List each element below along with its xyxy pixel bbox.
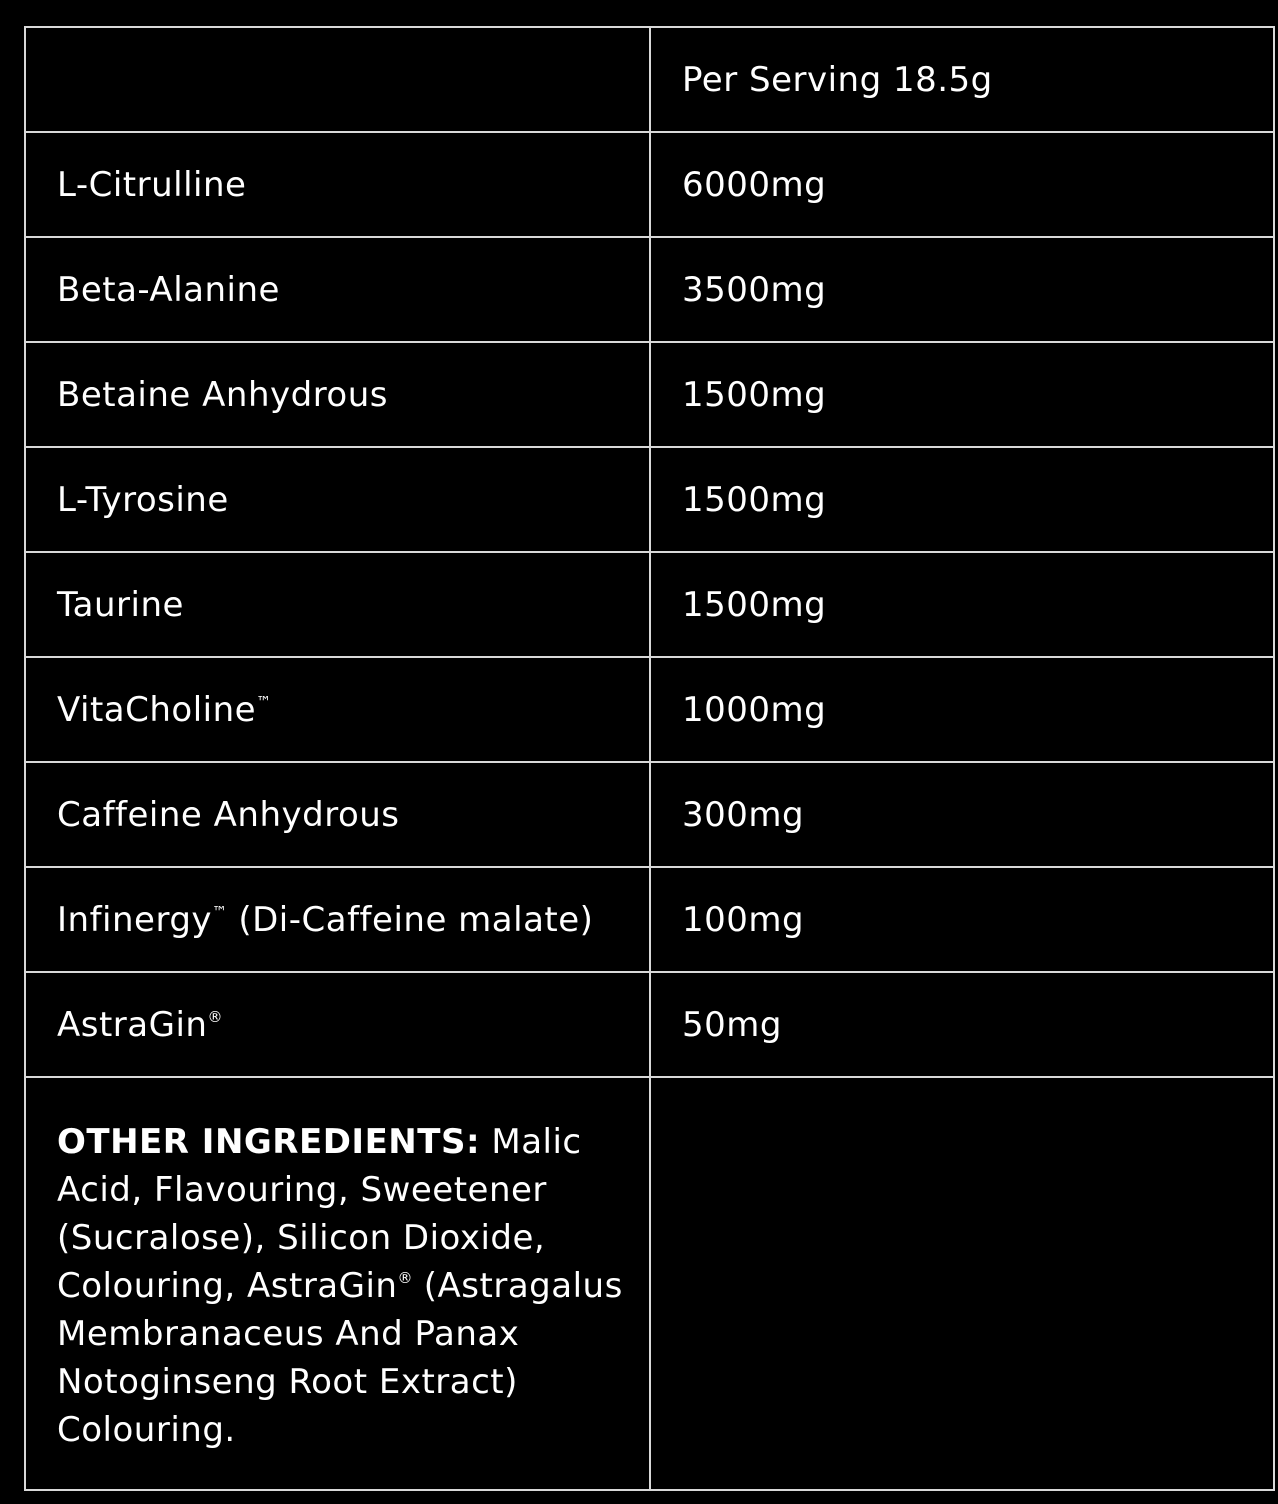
ingredient-name: VitaCholine	[57, 689, 257, 730]
ingredient-name-cell	[25, 132, 650, 237]
ingredient-name-cell	[25, 972, 650, 1077]
other-ingredients-text-continued: (Astragalus Membranaceus And Panax Notoginseng Root Extract) Colouring.	[57, 1266, 623, 1450]
ingredient-row	[25, 132, 1274, 237]
ingredient-amount: 300mg	[650, 762, 1274, 867]
header-row	[25, 27, 1274, 132]
ingredient-row	[25, 762, 1274, 867]
other-ingredients-row	[25, 1077, 1274, 1490]
header-serving-cell: Per Serving 18.5g	[650, 27, 1274, 132]
ingredient-name: Caffeine Anhydrous	[57, 794, 400, 835]
ingredient-name: Taurine	[57, 584, 184, 625]
ingredient-amount: 50mg	[650, 972, 1274, 1077]
other-ingredients-label: OTHER INGREDIENTS:	[57, 1122, 481, 1162]
registered-mark: ®	[207, 1007, 223, 1026]
trademark-mark: ™	[256, 692, 272, 711]
ingredient-row	[25, 237, 1274, 342]
ingredient-amount: 1500mg	[650, 447, 1274, 552]
ingredient-amount: 6000mg	[650, 132, 1274, 237]
ingredient-row	[25, 972, 1274, 1077]
nutrition-table	[24, 26, 1275, 1491]
ingredient-name-cell	[25, 657, 650, 762]
other-ingredients-cell	[25, 1077, 650, 1490]
ingredient-row	[25, 447, 1274, 552]
other-ingredients-empty-cell	[650, 1077, 1274, 1490]
ingredient-amount: 1500mg	[650, 342, 1274, 447]
trademark-mark: ™	[212, 902, 228, 921]
ingredient-row	[25, 552, 1274, 657]
ingredient-name-suffix: (Di-Caffeine malate)	[227, 899, 594, 940]
registered-mark: ®	[397, 1269, 413, 1287]
ingredient-row	[25, 657, 1274, 762]
ingredient-name: L-Citrulline	[57, 164, 247, 205]
ingredient-name: AstraGin	[57, 1004, 208, 1045]
ingredient-amount: 1000mg	[650, 657, 1274, 762]
ingredient-amount: 3500mg	[650, 237, 1274, 342]
ingredient-name: Betaine Anhydrous	[57, 374, 388, 415]
header-name-cell	[25, 27, 650, 132]
ingredient-name-cell	[25, 447, 650, 552]
ingredient-name-cell	[25, 552, 650, 657]
ingredient-name: Infinergy	[57, 899, 213, 940]
ingredient-name: Beta-Alanine	[57, 269, 280, 310]
other-ingredients-text: Malic Acid, Flavouring, Sweetener (Sucralose), Silicon Dioxide, Colouring, AstraGin	[57, 1122, 582, 1306]
ingredient-amount: 100mg	[650, 867, 1274, 972]
ingredient-row	[25, 867, 1274, 972]
ingredient-row	[25, 342, 1274, 447]
ingredient-name-cell	[25, 237, 650, 342]
ingredient-name-cell	[25, 762, 650, 867]
ingredient-name-cell	[25, 342, 650, 447]
ingredient-name: L-Tyrosine	[57, 479, 229, 520]
ingredient-amount: 1500mg	[650, 552, 1274, 657]
ingredient-name-cell	[25, 867, 650, 972]
